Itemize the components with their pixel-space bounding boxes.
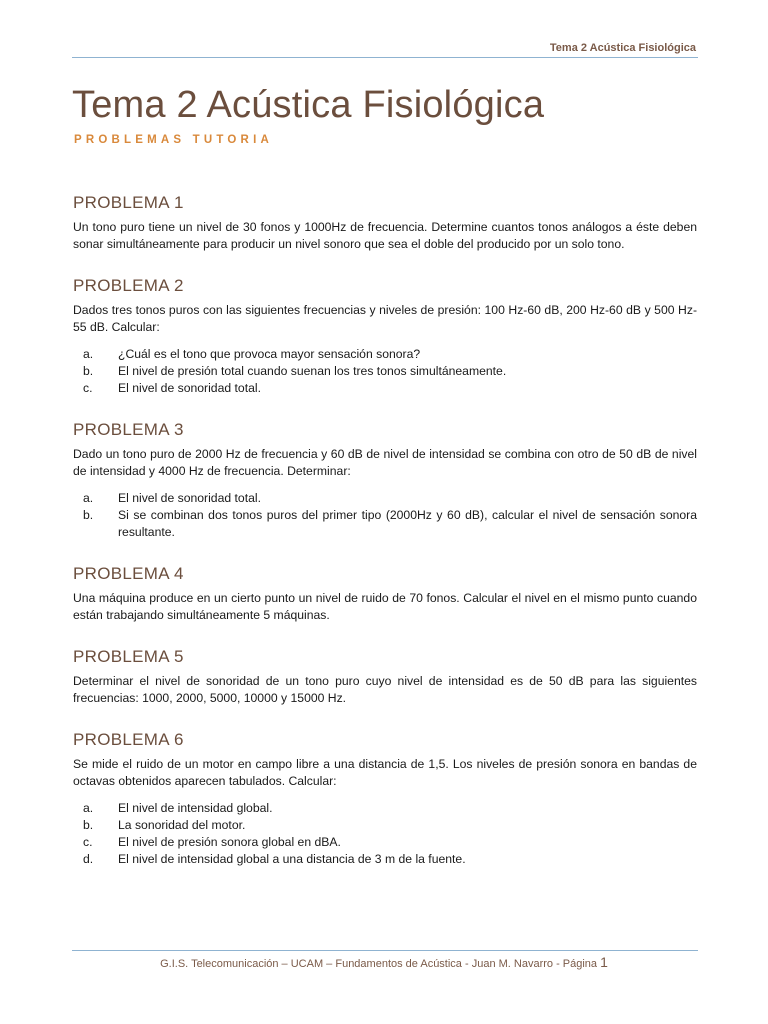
- list-item: [73, 346, 697, 363]
- list-item: [73, 851, 697, 868]
- list-item: [73, 507, 697, 541]
- problem-statement: Dados tres tonos puros con las siguientes frecuencias y niveles de presión: 100 Hz-60 dB, 200 Hz-60 dB y 500 Hz-55 dB. Calcular:: [73, 303, 697, 334]
- list-item: [73, 800, 697, 817]
- problem-block: [73, 193, 697, 253]
- problem-statement: Un tono puro tiene un nivel de 30 fonos y 1000Hz de frecuencia. Determine cuantos tonos análogos a éste deben sonar simultáneamente para producir un nivel sonoro que sea el doble del producido por un solo tono.: [73, 220, 697, 251]
- list-item-text: El nivel de presión sonora global en dBA.: [118, 835, 341, 849]
- list-item-marker: b.: [83, 364, 94, 378]
- problem-heading: PROBLEMA 1: [73, 193, 184, 212]
- problem-block: [73, 730, 697, 868]
- problem-subitems: [73, 490, 697, 541]
- list-item-marker: a.: [83, 801, 94, 815]
- problem-block: [73, 420, 697, 541]
- running-header: Tema 2 Acústica Fisiológica: [549, 42, 696, 54]
- list-item-text: Si se combinan dos tonos puros del primer tipo (2000Hz y 60 dB), calcular el nivel de sensación sonora resultante.: [118, 508, 697, 539]
- document-subtitle: PROBLEMAS TUTORIA: [74, 134, 273, 146]
- page-footer: [0, 954, 768, 970]
- problem-heading: PROBLEMA 6: [73, 730, 184, 749]
- document-title: Tema 2 Acústica Fisiológica: [72, 84, 545, 126]
- list-item: [73, 363, 697, 380]
- list-item-marker: c.: [83, 835, 93, 849]
- problem-heading: PROBLEMA 3: [73, 420, 184, 439]
- list-item-text: El nivel de presión total cuando suenan los tres tonos simultáneamente.: [118, 364, 507, 378]
- list-item-marker: b.: [83, 508, 94, 522]
- problem-block: [73, 647, 697, 707]
- problems-section: [73, 193, 697, 868]
- list-item: [73, 817, 697, 834]
- footer-text: G.I.S. Telecomunicación – UCAM – Fundamentos de Acústica - Juan M. Navarro - Página: [160, 958, 598, 970]
- footer-divider: [72, 950, 698, 951]
- list-item-text: La sonoridad del motor.: [118, 818, 246, 832]
- problem-statement: Determinar el nivel de sonoridad de un tono puro cuyo nivel de intensidad es de 50 dB para las siguientes frecuencias: 1000, 2000, 5000, 10000 y 15000 Hz.: [73, 674, 697, 705]
- list-item-text: ¿Cuál es el tono que provoca mayor sensación sonora?: [118, 347, 421, 361]
- list-item-text: El nivel de sonoridad total.: [118, 491, 261, 505]
- list-item-marker: a.: [83, 491, 94, 505]
- list-item-marker: c.: [83, 381, 93, 395]
- list-item: [73, 380, 697, 397]
- page-number: 1: [600, 954, 608, 970]
- problem-subitems: [73, 346, 697, 397]
- problem-heading: PROBLEMA 5: [73, 647, 184, 666]
- problem-statement: Una máquina produce en un cierto punto un nivel de ruido de 70 fonos. Calcular el nivel en el mismo punto cuando están trabajando simultáneamente 5 máquinas.: [73, 591, 697, 622]
- problem-heading: PROBLEMA 2: [73, 276, 184, 295]
- problem-block: [73, 276, 697, 397]
- list-item-text: El nivel de intensidad global a una distancia de 3 m de la fuente.: [118, 852, 466, 866]
- problem-block: [73, 564, 697, 624]
- problem-heading: PROBLEMA 4: [73, 564, 184, 583]
- list-item: [73, 490, 697, 507]
- list-item-marker: b.: [83, 818, 94, 832]
- problem-subitems: [73, 800, 697, 868]
- list-item-marker: a.: [83, 347, 94, 361]
- problem-statement: Dado un tono puro de 2000 Hz de frecuencia y 60 dB de nivel de intensidad se combina con otro de 50 dB de nivel de intensidad y 4000 Hz de frecuencia. Determinar:: [73, 447, 697, 478]
- list-item-marker: d.: [83, 852, 94, 866]
- list-item-text: El nivel de intensidad global.: [118, 801, 273, 815]
- problem-statement: Se mide el ruido de un motor en campo libre a una distancia de 1,5. Los niveles de presión sonora en bandas de octavas obtenidos aparecen tabulados. Calcular:: [73, 757, 697, 788]
- list-item-text: El nivel de sonoridad total.: [118, 381, 261, 395]
- header-divider: [72, 57, 698, 58]
- list-item: [73, 834, 697, 851]
